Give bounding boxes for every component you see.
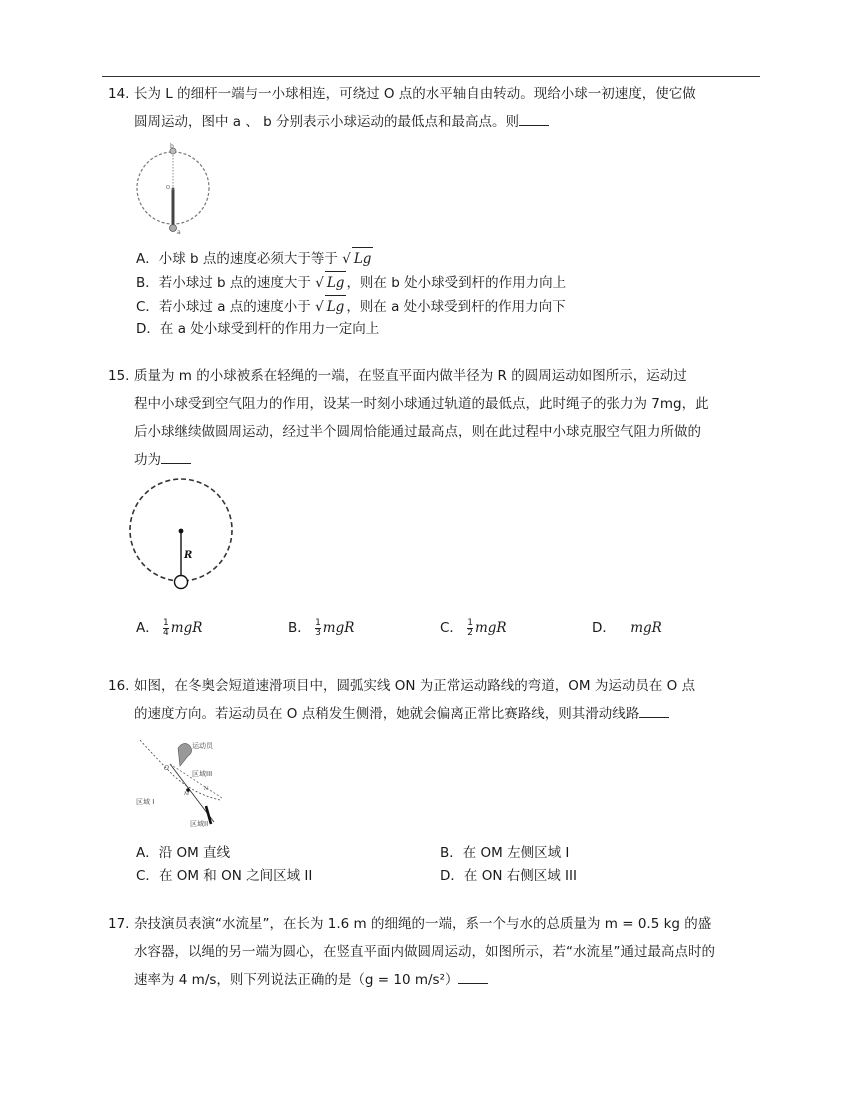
label-b: b xyxy=(170,143,174,150)
label-region-2: 区域II xyxy=(190,820,209,828)
option-text: 在 OM 左侧区域 I xyxy=(462,845,570,861)
question-text-line: 的速度方向。若运动员在 O 点稍发生侧滑，她就会偏离正常比赛路线，则其滑动线路 xyxy=(134,706,640,722)
option-a[interactable] xyxy=(136,842,230,864)
label-r: R xyxy=(184,550,193,561)
option-key: A． xyxy=(136,251,159,267)
question-text-line: 如图，在冬奥会短道速滑项目中，圆弧实线 ON 为正常运动路线的弯道，OM 为运动员在 O 点 xyxy=(134,678,696,694)
label-region-1: 区域 I xyxy=(136,798,155,806)
denominator: 4 xyxy=(163,627,169,638)
label-m: M xyxy=(184,791,190,797)
option-key: B． xyxy=(136,275,159,291)
denominator: 2 xyxy=(467,627,473,638)
option-a[interactable] xyxy=(136,617,202,639)
numerator: 1 xyxy=(315,617,321,628)
option-text-tail: ，则在 a 处小球受到杆的作用力向下 xyxy=(346,299,566,315)
answer-blank[interactable] xyxy=(519,111,549,126)
question-number: 15. xyxy=(108,368,130,384)
option-key: C． xyxy=(136,868,159,884)
question-14 xyxy=(108,80,764,136)
circular-motion-figure xyxy=(124,474,240,592)
question-text-line: 质量为 m 的小球被系在轻绳的一端，在竖直平面内做半径为 R 的圆周运动如图所示，运动过 xyxy=(134,368,687,384)
answer-blank[interactable] xyxy=(639,703,669,718)
option-text: 沿 OM 直线 xyxy=(158,845,231,861)
option-expr: mgR xyxy=(474,620,507,636)
option-text-tail: ，则在 b 处小球受到杆的作用力向上 xyxy=(346,275,567,291)
question-text-line: 杂技演员表演“水流星”，在长为 1.6 m 的细绳的一端，系一个与水的总质量为 m = 0.5 kg 的盛 xyxy=(134,916,712,932)
fraction xyxy=(467,619,473,638)
option-b[interactable] xyxy=(440,842,569,864)
question-text-line: 圆周运动，图中 a 、 b 分别表示小球运动的最低点和最高点。则 xyxy=(134,114,520,130)
option-key: C． xyxy=(136,299,159,315)
option-d[interactable] xyxy=(440,865,577,887)
label-athlete: 运动员 xyxy=(192,742,213,750)
option-text: 若小球过 b 点的速度大于 xyxy=(158,275,311,291)
question-text-line: 长为 L 的细杆一端与一小球相连，可绕过 O 点的水平轴自由转动。现给小球一初速度，使它做 xyxy=(134,86,696,102)
question-17 xyxy=(108,910,764,994)
option-b[interactable] xyxy=(288,617,354,639)
question-15 xyxy=(108,362,764,474)
option-text: 在 ON 右侧区域 III xyxy=(463,868,577,884)
rod-circle-figure xyxy=(130,142,220,236)
sqrt-expr: √ Lg xyxy=(342,251,373,267)
option-key: C． xyxy=(440,620,463,636)
question-number: 17. xyxy=(108,916,130,932)
option-expr: mgR xyxy=(322,620,355,636)
option-key: A． xyxy=(136,845,159,861)
option-key: D． xyxy=(592,620,616,636)
sqrt-expr: √ Lg xyxy=(315,299,346,315)
option-d[interactable] xyxy=(592,617,662,639)
option-key: D． xyxy=(440,868,464,884)
label-region-3: 区域III xyxy=(192,770,213,778)
option-text: 在 a 处小球受到杆的作用力一定向上 xyxy=(159,321,380,337)
option-text: 在 OM 和 ON 之间区域 II xyxy=(158,868,313,884)
label-o: O xyxy=(164,765,169,772)
option-key: B． xyxy=(288,620,311,636)
option-key: B． xyxy=(440,845,463,861)
option-c[interactable] xyxy=(136,295,566,318)
option-expr: mgR xyxy=(170,620,203,636)
option-key: D． xyxy=(136,321,160,337)
answer-blank[interactable] xyxy=(458,969,488,984)
option-c[interactable] xyxy=(136,865,312,887)
sqrt-radicand: Lg xyxy=(325,271,347,294)
answer-blank[interactable] xyxy=(161,449,191,464)
option-d[interactable] xyxy=(136,318,379,340)
option-text: 若小球过 a 点的速度小于 xyxy=(158,299,311,315)
label-n: N xyxy=(204,786,209,792)
option-expr: mgR xyxy=(630,620,662,636)
label-a: a xyxy=(177,229,181,236)
question-16 xyxy=(108,672,764,728)
option-a[interactable] xyxy=(136,247,373,270)
question-text-line: 后小球继续做圆周运动，经过半个圆周恰能通过最高点，则在此过程中小球克服空气阻力所做的 xyxy=(134,424,701,440)
numerator: 1 xyxy=(467,617,473,628)
denominator: 3 xyxy=(315,627,321,638)
label-o: O xyxy=(166,185,170,191)
question-number: 14. xyxy=(108,86,130,102)
option-b[interactable] xyxy=(136,271,566,294)
sqrt-radicand: Lg xyxy=(325,295,347,318)
option-c[interactable] xyxy=(440,617,507,639)
fraction xyxy=(315,619,321,638)
question-text-line: 速率为 4 m/s，则下列说法正确的是（g = 10 m/s²） xyxy=(134,972,459,988)
numerator: 1 xyxy=(163,617,169,628)
question-text-line: 程中小球受到空气阻力的作用，设某一时刻小球通过轨道的最低点，此时绳子的张力为 7mg，此 xyxy=(134,396,709,412)
option-key: A． xyxy=(136,620,159,636)
sqrt-expr: √ Lg xyxy=(315,275,346,291)
question-number: 16. xyxy=(108,678,130,694)
sqrt-radicand: Lg xyxy=(352,247,374,270)
question-text-line: 水容器，以绳的另一端为圆心，在竖直平面内做圆周运动，如图所示，若“水流星”通过最高点时的 xyxy=(134,944,715,960)
option-text: 小球 b 点的速度必须大于等于 xyxy=(158,251,338,267)
header-rule xyxy=(102,76,760,77)
speed-skating-figure xyxy=(134,736,264,832)
question-text-line: 功为 xyxy=(134,452,161,468)
fraction xyxy=(163,619,169,638)
